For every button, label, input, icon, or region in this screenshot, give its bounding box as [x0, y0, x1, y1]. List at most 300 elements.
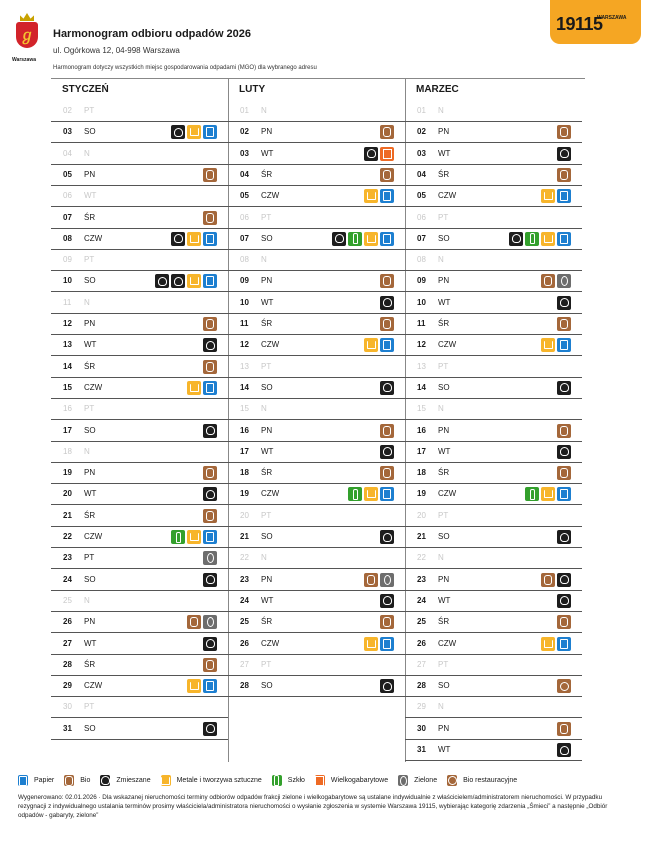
weekday-name: WT	[261, 148, 274, 158]
bio-icon	[380, 168, 394, 182]
weekday-name: ŚR	[84, 659, 96, 669]
day-number: 22	[240, 553, 249, 563]
day-row	[51, 505, 228, 527]
zielone-icon	[557, 274, 571, 288]
bio-icon	[203, 211, 217, 225]
papier-icon	[557, 338, 571, 352]
zmieszane-icon	[171, 274, 185, 288]
day-number: 23	[417, 574, 426, 584]
day-number: 02	[417, 127, 426, 137]
day-row	[228, 398, 405, 420]
day-number: 22	[417, 553, 426, 563]
bio-icon	[541, 573, 555, 587]
day-number: 18	[240, 468, 249, 478]
zmieszane-icon	[171, 125, 185, 139]
weekday-name: SO	[261, 532, 273, 541]
weekday-name: CZW	[84, 532, 103, 541]
crown-icon	[20, 13, 34, 21]
zmieszane-icon	[332, 232, 346, 246]
day-number: 26	[417, 638, 426, 648]
day-row	[228, 526, 405, 548]
legend	[18, 775, 527, 786]
weekday-name: PT	[438, 659, 449, 669]
weekday-name: PN	[438, 276, 450, 286]
day-number: 05	[63, 169, 72, 179]
waste-icons	[557, 424, 571, 438]
day-number: 20	[63, 489, 72, 499]
badge-number: 19115	[556, 14, 603, 34]
zmieszane-icon	[557, 743, 571, 757]
weekday-name: WT	[261, 446, 274, 456]
day-row	[51, 675, 228, 697]
day-row	[405, 334, 582, 356]
weekday-name: PT	[438, 361, 449, 371]
weekday-name: SO	[84, 276, 96, 286]
legend-item-szklo	[272, 775, 305, 786]
month-title-styczen: STYCZEŃ	[62, 84, 109, 95]
weekday-name: WT	[438, 148, 451, 158]
bio-icon	[380, 317, 394, 331]
day-row	[228, 633, 405, 655]
day-number: 07	[63, 212, 72, 222]
day-row	[228, 143, 405, 165]
month-title-marzec: MARZEC	[416, 84, 459, 95]
waste-icons	[557, 445, 571, 459]
day-row	[51, 420, 228, 442]
zmieszane-icon	[380, 530, 394, 544]
day-row	[51, 654, 228, 676]
waste-icons	[203, 509, 217, 523]
weekday-name: PN	[261, 276, 273, 286]
day-row	[51, 121, 228, 143]
day-row	[228, 675, 405, 697]
weekday-name: N	[261, 553, 267, 563]
day-number: 13	[417, 361, 426, 371]
weekday-name: ŚR	[84, 212, 96, 222]
day-row	[405, 121, 582, 143]
weekday-name: N	[438, 702, 444, 712]
day-number: 07	[417, 233, 426, 243]
day-row	[51, 462, 228, 484]
day-number: 02	[240, 127, 249, 137]
bio-icon	[203, 509, 217, 523]
day-number: 19	[417, 489, 426, 499]
day-number: 13	[240, 361, 249, 371]
day-row	[51, 143, 228, 165]
weekday-name: ŚR	[261, 617, 273, 627]
day-row	[228, 547, 405, 569]
zmieszane-icon	[203, 573, 217, 587]
day-number: 19	[63, 468, 72, 478]
day-row	[51, 270, 228, 292]
day-row	[228, 249, 405, 271]
weekday-name: SO	[438, 233, 450, 243]
day-row	[405, 292, 582, 314]
waste-icons	[332, 232, 394, 246]
waste-icons	[348, 487, 394, 501]
metale-icon	[187, 530, 201, 544]
zmieszane-icon	[557, 530, 571, 544]
badge-label: WARSZAWA	[597, 15, 627, 21]
legend-item-zielone	[398, 775, 437, 786]
weekday-name: N	[438, 553, 444, 563]
bio-icon	[557, 125, 571, 139]
szklo-icon	[525, 487, 539, 501]
day-row	[228, 164, 405, 186]
day-row	[405, 100, 582, 122]
waste-icons	[557, 679, 571, 693]
zielone-icon	[398, 775, 408, 786]
day-row	[51, 100, 228, 122]
day-row	[51, 633, 228, 655]
day-row	[405, 185, 582, 207]
waste-icons	[203, 317, 217, 331]
day-row	[51, 228, 228, 250]
szklo-icon	[272, 775, 282, 786]
day-row	[51, 185, 228, 207]
metale-icon	[187, 381, 201, 395]
weekday-name: CZW	[438, 340, 457, 350]
weekday-name: SO	[84, 574, 96, 584]
day-row	[228, 121, 405, 143]
waste-icons	[380, 679, 394, 693]
day-number: 17	[240, 446, 249, 456]
day-row	[405, 611, 582, 633]
day-number: 20	[240, 510, 249, 520]
bio-icon	[203, 658, 217, 672]
day-number: 17	[63, 425, 72, 435]
zmieszane-icon	[380, 679, 394, 693]
waste-icons	[541, 573, 571, 587]
weekday-name: PN	[261, 425, 273, 435]
weekday-name: SO	[84, 425, 96, 435]
weekday-name: SO	[261, 382, 273, 392]
weekday-name: SO	[261, 681, 273, 691]
day-row	[228, 270, 405, 292]
weekday-name: PT	[438, 212, 449, 222]
weekday-name: ŚR	[261, 468, 273, 478]
waste-icons	[203, 722, 217, 736]
day-number: 16	[417, 425, 426, 435]
day-row	[228, 207, 405, 229]
waste-icons	[203, 573, 217, 587]
waste-icons	[557, 296, 571, 310]
weekday-name: CZW	[261, 638, 280, 648]
day-number: 28	[63, 659, 72, 669]
weekday-name: PT	[261, 659, 272, 669]
waste-icons	[155, 274, 217, 288]
waste-icons	[187, 679, 217, 693]
bio-icon	[203, 466, 217, 480]
bio-icon	[557, 466, 571, 480]
day-number: 02	[63, 106, 72, 115]
bio-icon	[380, 274, 394, 288]
day-row	[228, 611, 405, 633]
papier-icon	[18, 775, 28, 786]
szklo-icon	[171, 530, 185, 544]
top-divider	[51, 78, 585, 79]
zmieszane-icon	[557, 147, 571, 161]
weekday-name: PT	[84, 702, 95, 712]
day-row	[405, 398, 582, 420]
zmieszane-icon	[380, 381, 394, 395]
papier-icon	[380, 232, 394, 246]
metale-icon	[161, 775, 171, 786]
legend-label: Zielone	[414, 777, 438, 784]
waste-icons	[203, 424, 217, 438]
papier-icon	[203, 232, 217, 246]
day-row	[405, 143, 582, 165]
day-number: 04	[240, 169, 249, 179]
papier-icon	[380, 338, 394, 352]
weekday-name: N	[261, 255, 267, 265]
weekday-name: ŚR	[438, 169, 450, 179]
weekday-name: CZW	[84, 233, 103, 243]
day-row	[51, 292, 228, 314]
waste-icons	[541, 637, 571, 651]
waste-icons	[557, 743, 571, 757]
day-number: 19	[240, 489, 249, 499]
page-title: Harmonogram odbioru odpadów 2026	[53, 28, 252, 40]
day-number: 23	[240, 574, 249, 584]
day-number: 16	[240, 425, 249, 435]
zmieszane-icon	[203, 487, 217, 501]
waste-icons	[364, 189, 394, 203]
zmieszane-icon	[380, 296, 394, 310]
day-number: 20	[417, 510, 426, 520]
zielone-icon	[203, 551, 217, 565]
waste-icons	[557, 594, 571, 608]
wielkogabarytowe-icon	[380, 147, 394, 161]
waste-icons	[203, 211, 217, 225]
day-row	[51, 611, 228, 633]
weekday-name: PT	[84, 553, 95, 563]
weekday-name: CZW	[261, 191, 280, 201]
papier-icon	[380, 189, 394, 203]
legend-label: Metale i tworzywa sztuczne	[176, 777, 262, 784]
weekday-name: ŚR	[438, 468, 450, 478]
weekday-name: PT	[438, 510, 449, 520]
bio-restauracyjne-icon	[447, 775, 457, 786]
weekday-name: PN	[438, 574, 450, 584]
day-row	[51, 547, 228, 569]
waste-icons	[557, 530, 571, 544]
metale-icon	[187, 232, 201, 246]
waste-icons	[380, 445, 394, 459]
bio-icon	[380, 466, 394, 480]
waste-icons	[380, 274, 394, 288]
day-row	[228, 505, 405, 527]
day-row	[228, 483, 405, 505]
waste-icons	[171, 232, 217, 246]
weekday-name: WT	[261, 595, 274, 605]
waste-icons	[380, 168, 394, 182]
day-row	[405, 633, 582, 655]
zmieszane-icon	[100, 775, 110, 786]
weekday-name: PT	[261, 510, 272, 520]
waste-icons	[541, 189, 571, 203]
legend-label: Bio	[80, 777, 91, 784]
weekday-name: ŚR	[261, 169, 273, 179]
day-row	[228, 228, 405, 250]
weekday-name: ŚR	[84, 361, 96, 371]
waste-icons	[525, 487, 571, 501]
metale-icon	[187, 679, 201, 693]
bio-icon	[541, 274, 555, 288]
day-row	[228, 441, 405, 463]
waste-icons	[364, 147, 394, 161]
day-number: 18	[63, 446, 72, 456]
weekday-name: N	[438, 106, 444, 115]
bio-icon	[557, 615, 571, 629]
day-number: 12	[417, 340, 426, 350]
day-number: 01	[240, 106, 249, 115]
weekday-name: CZW	[438, 489, 457, 499]
day-row	[228, 462, 405, 484]
legend-item-bio-restauracyjne	[447, 775, 517, 786]
weekday-name: PN	[438, 723, 450, 733]
day-number: 31	[417, 745, 426, 754]
day-number: 09	[417, 276, 426, 286]
day-row	[228, 185, 405, 207]
day-number: 10	[417, 297, 426, 307]
day-row	[51, 718, 228, 740]
day-row	[51, 377, 228, 399]
waste-icons	[364, 573, 394, 587]
weekday-name: PT	[84, 404, 95, 414]
day-row	[51, 526, 228, 548]
weekday-name: PT	[261, 212, 272, 222]
metale-icon	[364, 487, 378, 501]
szklo-icon	[348, 232, 362, 246]
metale-icon	[541, 232, 555, 246]
day-row	[51, 356, 228, 378]
day-row	[51, 398, 228, 420]
waste-icons	[203, 637, 217, 651]
day-row	[51, 249, 228, 271]
schedule-note: Harmonogram dotyczy wszystkich miejsc gospodarowania odpadami (MGO) dla wybranego adresu	[53, 65, 317, 71]
metale-icon	[364, 338, 378, 352]
waste-icons	[380, 615, 394, 629]
weekday-name: N	[261, 404, 267, 414]
day-number: 27	[63, 638, 72, 648]
day-row	[51, 590, 228, 612]
day-row	[405, 483, 582, 505]
bio-icon	[557, 317, 571, 331]
bio-icon	[187, 615, 201, 629]
day-row	[405, 270, 582, 292]
weekday-name: SO	[261, 233, 273, 243]
weekday-name: N	[438, 255, 444, 265]
papier-icon	[203, 381, 217, 395]
day-number: 29	[63, 681, 72, 691]
warszawa-19115-badge[interactable]	[550, 0, 641, 44]
bio-icon	[557, 424, 571, 438]
month-title-luty: LUTY	[239, 84, 266, 95]
zmieszane-icon	[364, 147, 378, 161]
legend-label: Zmieszane	[116, 777, 151, 784]
day-number: 04	[417, 169, 426, 179]
weekday-name: PN	[84, 319, 96, 328]
day-number: 11	[417, 319, 426, 328]
day-number: 14	[63, 361, 72, 371]
day-number: 27	[417, 659, 426, 669]
day-row	[228, 420, 405, 442]
day-number: 22	[63, 532, 72, 541]
day-number: 05	[417, 191, 426, 201]
papier-icon	[557, 487, 571, 501]
weekday-name: N	[438, 404, 444, 414]
day-number: 10	[63, 276, 72, 286]
footer-note: Wygenerowano: 02.01.2026 · Dla wskazanej nieruchomości terminy odbiorów odpadów frakcji zielone i wielkogabarytowe są ustalane indywidualnie z właścicielem/administratorem nieruchomości. W przypadku rezygnacji z indywidualnego ustalania terminów prosimy właściciela/administratora nieruchomości o wysłanie zgłoszenia w systemie Warszawa 19115, wybierając kategorię zdarzenia „Śmieci” a następnie „Odbiór odpadów - gabaryty, zielone”	[18, 794, 608, 819]
zielone-icon	[380, 573, 394, 587]
day-row	[228, 377, 405, 399]
day-row	[228, 100, 405, 122]
wielkogabarytowe-icon	[315, 775, 325, 786]
weekday-name: ŚR	[438, 617, 450, 627]
metale-icon	[541, 338, 555, 352]
day-row	[405, 526, 582, 548]
waste-icons	[171, 125, 217, 139]
day-number: 08	[240, 255, 249, 265]
weekday-name: PN	[261, 127, 273, 137]
bio-icon	[203, 360, 217, 374]
weekday-name: PN	[84, 169, 96, 179]
waste-icons	[509, 232, 571, 246]
metale-icon	[541, 189, 555, 203]
day-number: 09	[240, 276, 249, 286]
bio-restauracyjne-icon	[557, 679, 571, 693]
legend-item-zmieszane	[100, 775, 150, 786]
weekday-name: PN	[84, 468, 96, 478]
weekday-name: ŚR	[84, 510, 96, 520]
day-number: 21	[240, 532, 249, 541]
waste-icons	[380, 381, 394, 395]
waste-icons	[203, 658, 217, 672]
weekday-name: WT	[261, 297, 274, 307]
waste-icons	[203, 338, 217, 352]
weekday-name: WT	[438, 297, 451, 307]
day-number: 28	[417, 681, 426, 691]
day-row	[51, 207, 228, 229]
waste-icons	[203, 360, 217, 374]
waste-icons	[557, 466, 571, 480]
legend-label: Szkło	[287, 777, 305, 784]
day-number: 14	[240, 382, 249, 392]
day-row	[228, 569, 405, 591]
day-number: 18	[417, 468, 426, 478]
day-row	[405, 569, 582, 591]
day-row	[405, 228, 582, 250]
weekday-name: PN	[438, 127, 450, 137]
day-row	[228, 292, 405, 314]
weekday-name: WT	[84, 191, 97, 201]
waste-icons	[541, 274, 571, 288]
weekday-name: N	[261, 106, 267, 115]
waste-icons	[203, 551, 217, 565]
legend-item-wielkogabarytowe	[315, 775, 388, 786]
zmieszane-icon	[171, 232, 185, 246]
weekday-name: CZW	[84, 681, 103, 691]
waste-icons	[203, 487, 217, 501]
waste-icons	[557, 615, 571, 629]
waste-icons	[557, 168, 571, 182]
day-number: 24	[417, 595, 426, 605]
weekday-name: SO	[438, 532, 450, 541]
day-number: 14	[417, 382, 426, 392]
papier-icon	[557, 189, 571, 203]
papier-icon	[203, 530, 217, 544]
